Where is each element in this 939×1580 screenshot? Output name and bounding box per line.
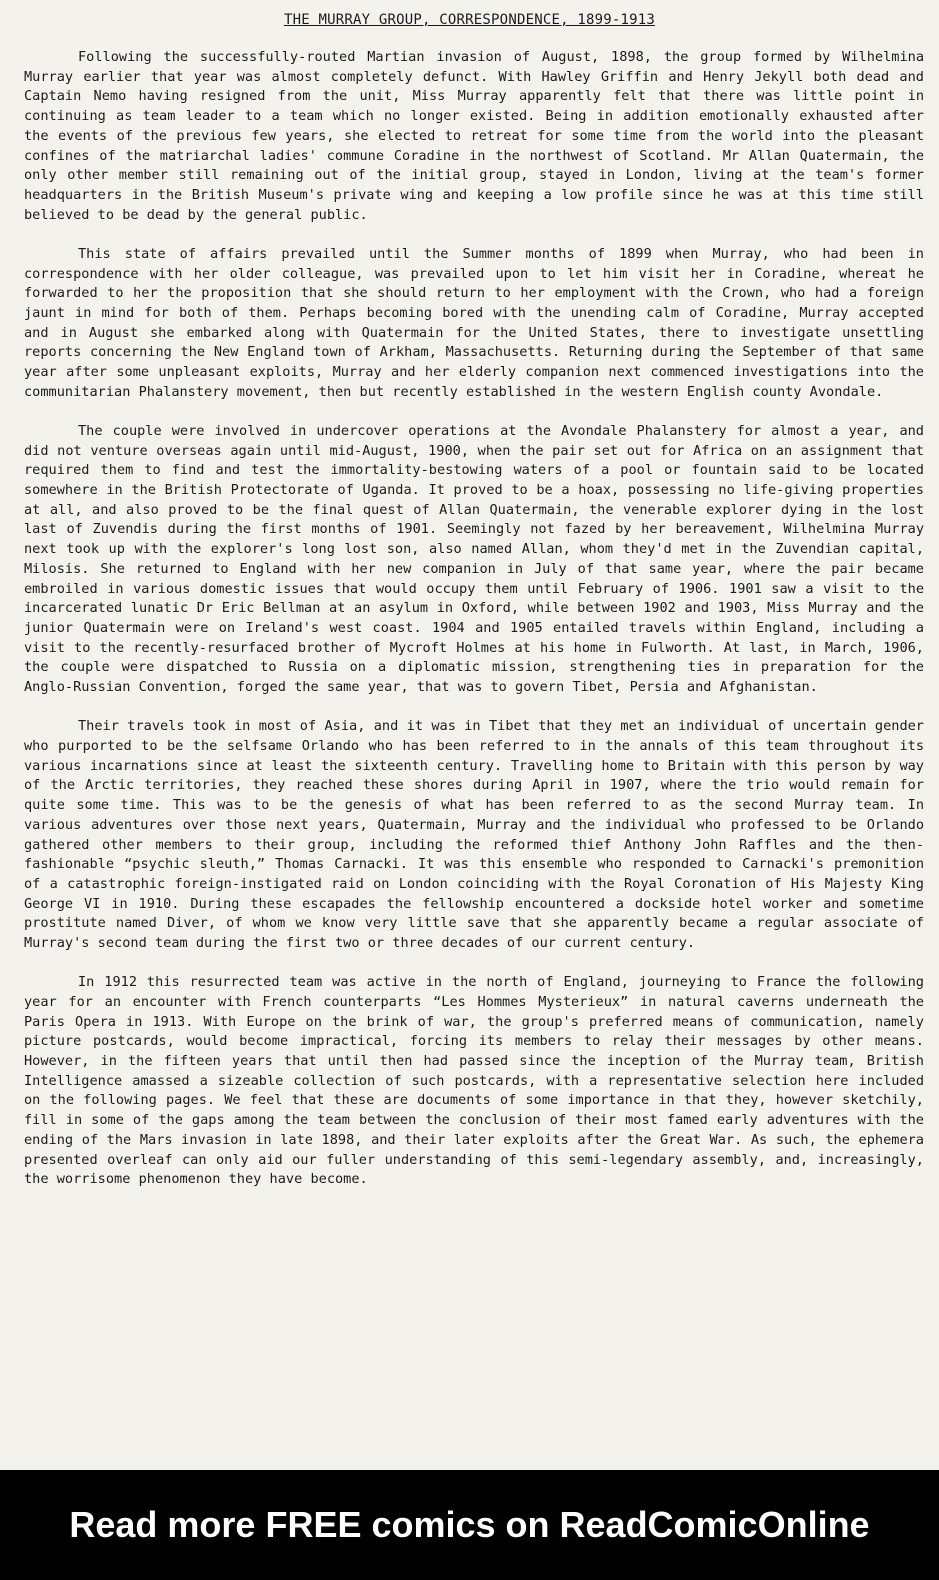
- paragraph-2: This state of affairs prevailed until the Summer months of 1899 when Murray, who had been in correspondence with her older colleague, was prevailed upon to let him visit her in Coradine, whereat he forwarded to her the proposition that she should return to her employment with the Crown, who had a foreign jaunt in mind for both of them. Perhaps becoming bored with the unending calm of Coradine, Murray accepted and in August she embarked along with Quatermain for the United States, there to investigate unsettling reports concerning the New England town of Arkham, Massachusetts. Returning during the September of that same year after some unpleasant exploits, Murray and her elderly companion next commenced investigations into the communitarian Phalanstery movement, then but recently established in the western English county Avondale.: [24, 245, 924, 400]
- paragraph-5: In 1912 this resurrected team was active in the north of England, journeying to France the following year for an encounter with French counterparts “Les Hommes Mysterieux” in natural caverns underneath the Paris Opera in 1913. With Europe on the brink of war, the group's preferred means of communication, namely picture postcards, would become impractical, forcing its members to relay their messages by other means. However, in the fifteen years that until then had passed since the inception of the Murray team, British Intelligence amassed a sizeable collection of such postcards, with a representative selection here included on the following pages. We feel that these are documents of some importance in that they, however sketchily, fill in some of the gaps among the team between the conclusion of their most famed early adventures with the ending of the Mars invasion in late 1898, and their later exploits after the Great War. As such, the ephemera presented overleaf can only aid our fuller understanding of this semi-legendary assembly, and, increasingly, the worrisome phenomenon they have become.: [24, 974, 924, 1188]
- paragraph-4: Their travels took in most of Asia, and it was in Tibet that they met an individual of uncertain gender who purported to be the selfsame Orlando who has been referred to in the annals of this team throughout its various incarnations since at least the sixteenth century. Travelling home to Britain with this person by way of the Arctic territories, they reached these shores during April in 1907, where the trio would remain for quite some time. This was to be the genesis of what has been referred to as the second Murray team. In various adventures over those next years, Quatermain, Murray and the individual who professed to be Orlando gathered other members to their group, including the reformed thief Anthony John Raffles and the then-fashionable “psychic sleuth,” Thomas Carnacki. It was this ensemble who responded to Carnacki's premonition of a catastrophic foreign-instigated raid on London coinciding with the Royal Coronation of His Majesty King George VI in 1910. During these escapades the fellowship encountered a dockside hotel worker and sometime prostitute named Diver, of whom we know very little save that she apparently became a regular associate of Murray's second team during the first two or three decades of our current century.: [24, 718, 924, 952]
- paragraph-1: Following the successfully-routed Martian invasion of August, 1898, the group formed by Wilhelmina Murray earlier that year was almost completely defunct. With Hawley Griffin and Henry Jekyll both dead and Captain Nemo having resigned from the unit, Miss Murray apparently felt that there was little point in continuing as team leader to a team which no longer existed. Being in addition emotionally exhausted after the events of the previous few years, she elected to retreat for some time from the world into the pleasant confines of the matriarchal ladies' commune Coradine in the northwest of Scotland. Mr Allan Quatermain, the only other member still remaining out of the initial group, stayed in London, living at the team's former headquarters in the British Museum's private wing and keeping a low profile since he was at this time still believed to be dead by the general public.: [24, 49, 924, 223]
- document-title: THE MURRAY GROUP, CORRESPONDENCE, 1899-1913: [283, 12, 656, 28]
- paragraph-3: The couple were involved in undercover operations at the Avondale Phalanstery for almost a year, and did not venture overseas again until mid-August, 1900, when the pair set out for Africa on an assignment that required them to find and test the immortality-bestowing waters of a pool or fountain said to be located somewhere in the British Protectorate of Uganda. It proved to be a hoax, possessing no life-giving properties at all, and also proved to be the final quest of Allan Quatermain, the venerable explorer dying in the lost last of Zuvendis during the first months of 1901. Seemingly not fazed by her bereavement, Wilhelmina Murray next took up with the explorer's long lost son, also named Allan, whom they'd met in the Zuvendian capital, Milosis. She returned to England with her new companion in July of that same year, where the pair became embroiled in various domestic issues that would occupy them until February of 1906. 1901 saw a visit to the incarcerated lunatic Dr Eric Bellman at an asylum in Oxford, while between 1902 and 1903, Miss Murray and the junior Quatermain were on Ireland's west coast. 1904 and 1905 entailed travels within England, including a visit to the recently-resurfaced brother of Mycroft Holmes at his home in Fulworth. At last, in March, 1906, the couple were dispatched to Russia on a diplomatic mission, strengthening ties in preparation for the Anglo-Russian Convention, forged the same year, that was to govern Tibet, Persia and Afghanistan.: [24, 422, 924, 696]
- document-body: [24, 48, 924, 1190]
- promo-banner-text: Read more FREE comics on ReadComicOnline: [69, 1504, 870, 1545]
- promo-banner[interactable]: [0, 1470, 939, 1580]
